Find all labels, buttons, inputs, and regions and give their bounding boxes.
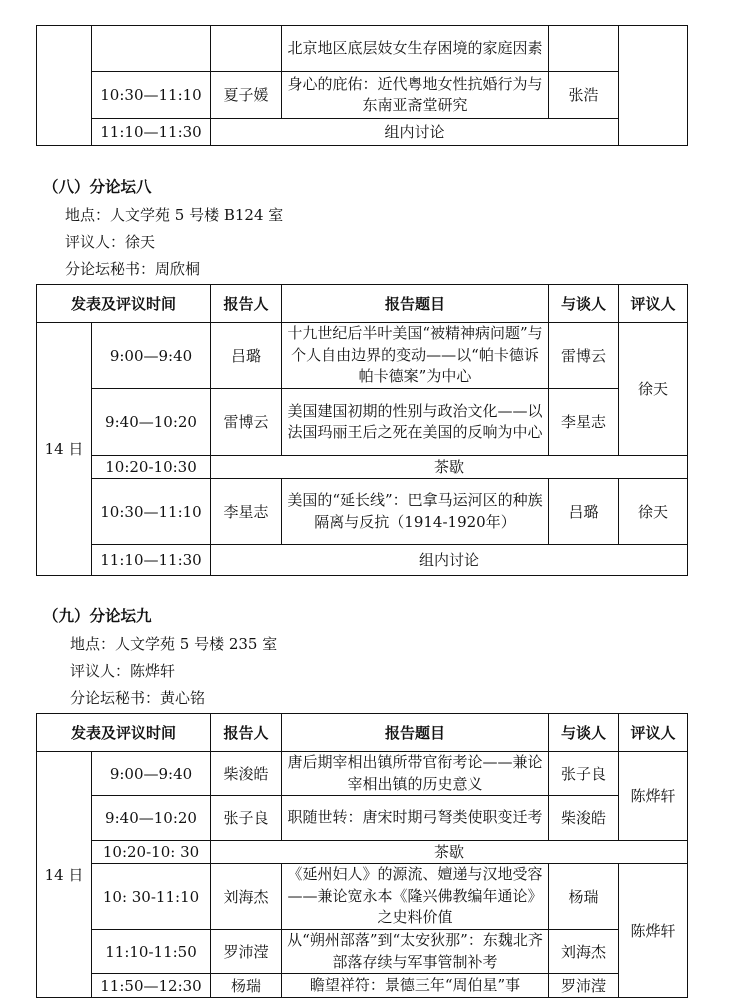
report-title-cell: 北京地区底层妓女生存困境的家庭因素 bbox=[282, 26, 549, 72]
forum9-secretary: 分论坛秘书：黄心铭 bbox=[70, 689, 206, 707]
report-title-cell: 十九世纪后半叶美国“被精神病问题”与个人自由边界的变动——以“帕卡德诉帕卡德案”为中心 bbox=[282, 323, 549, 389]
discussant-cell: 张浩 bbox=[549, 72, 619, 119]
forum9-schedule-table bbox=[36, 713, 688, 998]
time-cell bbox=[92, 26, 211, 72]
speaker-cell: 李星志 bbox=[211, 479, 282, 545]
discussant-cell: 张子良 bbox=[549, 752, 619, 796]
speaker-cell: 张子良 bbox=[211, 796, 282, 841]
table-header-row bbox=[37, 714, 688, 752]
time-cell: 9:40—10:20 bbox=[92, 389, 211, 456]
report-title-cell: 身心的庇佑：近代粤地女性抗婚行为与东南亚斋堂研究 bbox=[282, 72, 549, 119]
schedule-table-continued bbox=[36, 25, 688, 146]
table-row bbox=[37, 930, 688, 974]
commentator-cell bbox=[619, 26, 688, 146]
table-row bbox=[37, 864, 688, 930]
speaker-cell: 罗沛滢 bbox=[211, 930, 282, 974]
commentator-cell: 徐天 bbox=[619, 323, 688, 456]
speaker-cell: 刘海杰 bbox=[211, 864, 282, 930]
table-row bbox=[37, 26, 688, 72]
speaker-cell: 杨瑞 bbox=[211, 974, 282, 998]
speaker-cell bbox=[211, 26, 282, 72]
discussant-cell: 雷博云 bbox=[549, 323, 619, 389]
time-cell: 10:30—11:10 bbox=[92, 72, 211, 119]
discussant-cell: 罗沛滢 bbox=[549, 974, 619, 998]
discussant-cell: 刘海杰 bbox=[549, 930, 619, 974]
header-title: 报告题目 bbox=[282, 714, 549, 752]
report-title-cell: 从“朔州部落”到“太安狄那”：东魏北齐部落存续与军事管制补考 bbox=[282, 930, 549, 974]
time-cell: 10:30—11:10 bbox=[92, 479, 211, 545]
report-title-cell: 美国建国初期的性别与政治文化——以法国玛丽王后之死在美国的反响为中心 bbox=[282, 389, 549, 456]
table-row bbox=[37, 479, 688, 545]
discussant-cell: 杨瑞 bbox=[549, 864, 619, 930]
time-cell: 10:20-10: 30 bbox=[92, 841, 211, 864]
commentator-cell: 陈烨轩 bbox=[619, 752, 688, 841]
speaker-cell: 雷博云 bbox=[211, 389, 282, 456]
day-cell: 14 日 bbox=[37, 752, 92, 998]
forum8-secretary: 分论坛秘书：周欣桐 bbox=[65, 260, 201, 278]
discussant-cell bbox=[549, 26, 619, 72]
section-heading-forum8: （八）分论坛八 bbox=[43, 178, 152, 196]
header-time: 发表及评议时间 bbox=[37, 714, 211, 752]
forum9-location: 地点：人文学苑 5 号楼 235 室 bbox=[70, 635, 278, 653]
table-row bbox=[37, 796, 688, 841]
header-speaker: 报告人 bbox=[211, 714, 282, 752]
commentator-cell: 徐天 bbox=[619, 479, 688, 545]
header-speaker: 报告人 bbox=[211, 285, 282, 323]
day-cell: 14 日 bbox=[37, 323, 92, 576]
time-cell: 11:10-11:50 bbox=[92, 930, 211, 974]
time-cell: 9:00—9:40 bbox=[92, 323, 211, 389]
table-row bbox=[37, 456, 688, 479]
time-cell: 10:20-10:30 bbox=[92, 456, 211, 479]
table-row bbox=[37, 545, 688, 576]
time-cell: 11:10—11:30 bbox=[92, 119, 211, 146]
discussant-cell: 李星志 bbox=[549, 389, 619, 456]
report-title-cell: 瞻望祥符：景德三年“周伯星”事 bbox=[282, 974, 549, 998]
table-row bbox=[37, 389, 688, 456]
speaker-cell: 吕璐 bbox=[211, 323, 282, 389]
report-title-cell: 《延州妇人》的源流、嬗递与汉地受容——兼论宽永本《隆兴佛教编年通论》之史料价值 bbox=[282, 864, 549, 930]
discussant-cell: 吕璐 bbox=[549, 479, 619, 545]
header-commentator: 评议人 bbox=[619, 285, 688, 323]
forum8-commentator: 评议人：徐天 bbox=[65, 233, 156, 251]
time-cell: 10: 30-11:10 bbox=[92, 864, 211, 930]
table-row bbox=[37, 752, 688, 796]
table-header-row bbox=[37, 285, 688, 323]
report-title-cell: 职随世转：唐宋时期弓弩类使职变迁考 bbox=[282, 796, 549, 841]
activity-cell: 茶歇 bbox=[211, 841, 688, 864]
day-cell bbox=[37, 26, 92, 146]
speaker-cell: 夏子媛 bbox=[211, 72, 282, 119]
time-cell: 9:00—9:40 bbox=[92, 752, 211, 796]
header-title: 报告题目 bbox=[282, 285, 549, 323]
forum8-schedule-table bbox=[36, 284, 688, 576]
discussant-cell: 柴浚皓 bbox=[549, 796, 619, 841]
time-cell: 11:50—12:30 bbox=[92, 974, 211, 998]
time-cell: 9:40—10:20 bbox=[92, 796, 211, 841]
report-title-cell: 唐后期宰相出镇所带官衔考论——兼论宰相出镇的历史意义 bbox=[282, 752, 549, 796]
table-row bbox=[37, 974, 688, 998]
table-row bbox=[37, 323, 688, 389]
speaker-cell: 柴浚皓 bbox=[211, 752, 282, 796]
commentator-cell: 陈烨轩 bbox=[619, 864, 688, 998]
activity-cell: 组内讨论 bbox=[211, 545, 688, 576]
table-row bbox=[37, 119, 688, 146]
report-title-cell: 美国的“延长线”：巴拿马运河区的种族隔离与反抗（1914-1920年） bbox=[282, 479, 549, 545]
activity-cell: 组内讨论 bbox=[211, 119, 619, 146]
section-heading-forum9: （九）分论坛九 bbox=[43, 607, 152, 625]
forum8-location: 地点：人文学苑 5 号楼 B124 室 bbox=[65, 206, 284, 224]
forum9-commentator: 评议人：陈烨轩 bbox=[70, 662, 176, 680]
time-cell: 11:10—11:30 bbox=[92, 545, 211, 576]
header-discussant: 与谈人 bbox=[549, 714, 619, 752]
header-discussant: 与谈人 bbox=[549, 285, 619, 323]
header-commentator: 评议人 bbox=[619, 714, 688, 752]
table-row bbox=[37, 841, 688, 864]
header-time: 发表及评议时间 bbox=[37, 285, 211, 323]
table-row bbox=[37, 72, 688, 119]
activity-cell: 茶歇 bbox=[211, 456, 688, 479]
